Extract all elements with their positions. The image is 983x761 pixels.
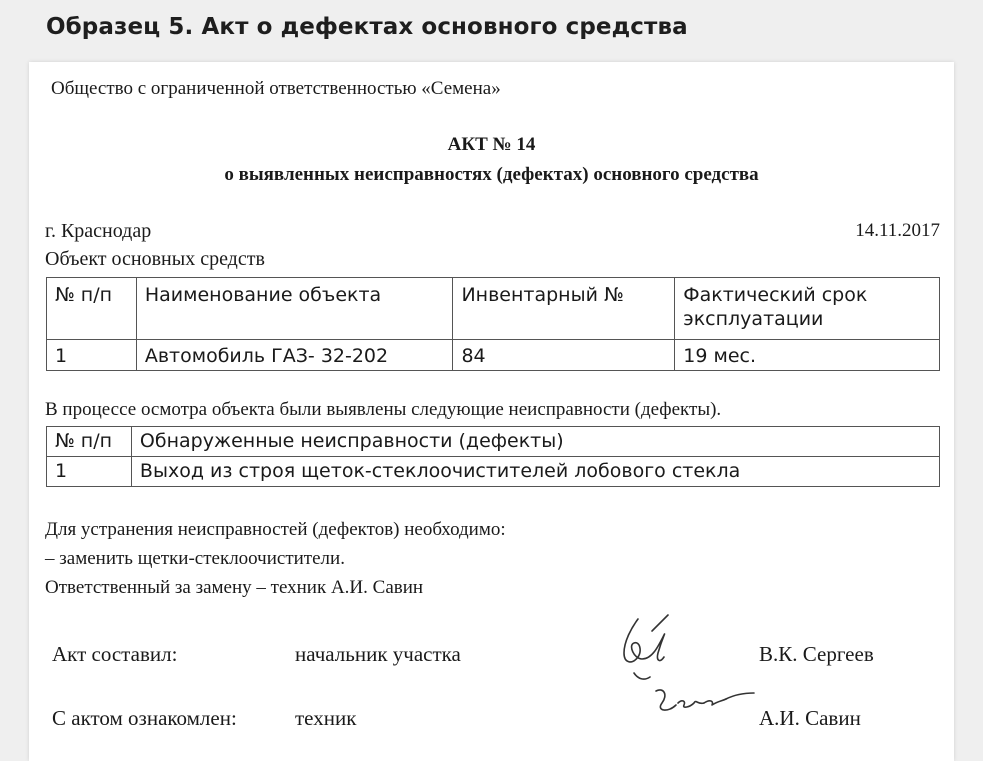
table-row bbox=[47, 340, 940, 371]
responsible-person: Ответственный за замену – техник А.И. Савин bbox=[45, 577, 424, 598]
object-caption: Объект основных средств bbox=[45, 248, 265, 270]
organization-name: Общество с ограниченной ответственностью «Семена» bbox=[51, 78, 501, 99]
signatory-name: А.И. Савин bbox=[759, 706, 861, 730]
signatory-position: техник bbox=[295, 706, 357, 730]
signatory-position: начальник участка bbox=[295, 642, 461, 666]
table-cell: 1 bbox=[47, 340, 137, 371]
document-sheet bbox=[29, 62, 954, 761]
page-heading: Образец 5. Акт о дефектах основного средства bbox=[46, 14, 688, 40]
table-header-row bbox=[47, 278, 940, 340]
act-date: 14.11.2017 bbox=[855, 220, 940, 241]
city: г. Краснодар bbox=[45, 220, 152, 242]
remedy-intro: Для устранения неисправностей (дефектов) необходимо: bbox=[45, 519, 506, 540]
table-cell: Автомобиль ГАЗ- 32-202 bbox=[136, 340, 453, 371]
header-cell: № п/п bbox=[47, 278, 137, 340]
inspection-text: В процессе осмотра объекта были выявлены следующие неисправности (дефекты). bbox=[45, 399, 722, 420]
table-header-row bbox=[47, 427, 940, 457]
signatory-name: В.К. Сергеев bbox=[759, 642, 874, 666]
table-cell: 19 мес. bbox=[675, 340, 940, 371]
act-subtitle: о выявленных неисправностях (дефектах) основного средства bbox=[224, 164, 759, 185]
remedy-action: – заменить щетки-стеклоочистители. bbox=[45, 548, 345, 569]
handwritten-signature-icon bbox=[594, 607, 774, 732]
signature-label: Акт составил: bbox=[52, 642, 178, 666]
header-cell: Обнаруженные неисправности (дефекты) bbox=[131, 427, 939, 457]
header-cell: № п/п bbox=[47, 427, 132, 457]
act-title: АКТ № 14 bbox=[447, 134, 536, 155]
signature-label: С актом ознакомлен: bbox=[52, 706, 237, 730]
table-cell: 84 bbox=[453, 340, 675, 371]
header-cell: Инвентарный № bbox=[453, 278, 675, 340]
table-cell: Выход из строя щеток-стеклоочистителей лобового стекла bbox=[131, 457, 939, 487]
table-row bbox=[47, 457, 940, 487]
objects-table bbox=[46, 277, 940, 371]
header-cell: Наименование объекта bbox=[136, 278, 453, 340]
defects-table bbox=[46, 426, 940, 487]
table-cell: 1 bbox=[47, 457, 132, 487]
header-cell: Фактический срок эксплуатации bbox=[675, 278, 940, 340]
